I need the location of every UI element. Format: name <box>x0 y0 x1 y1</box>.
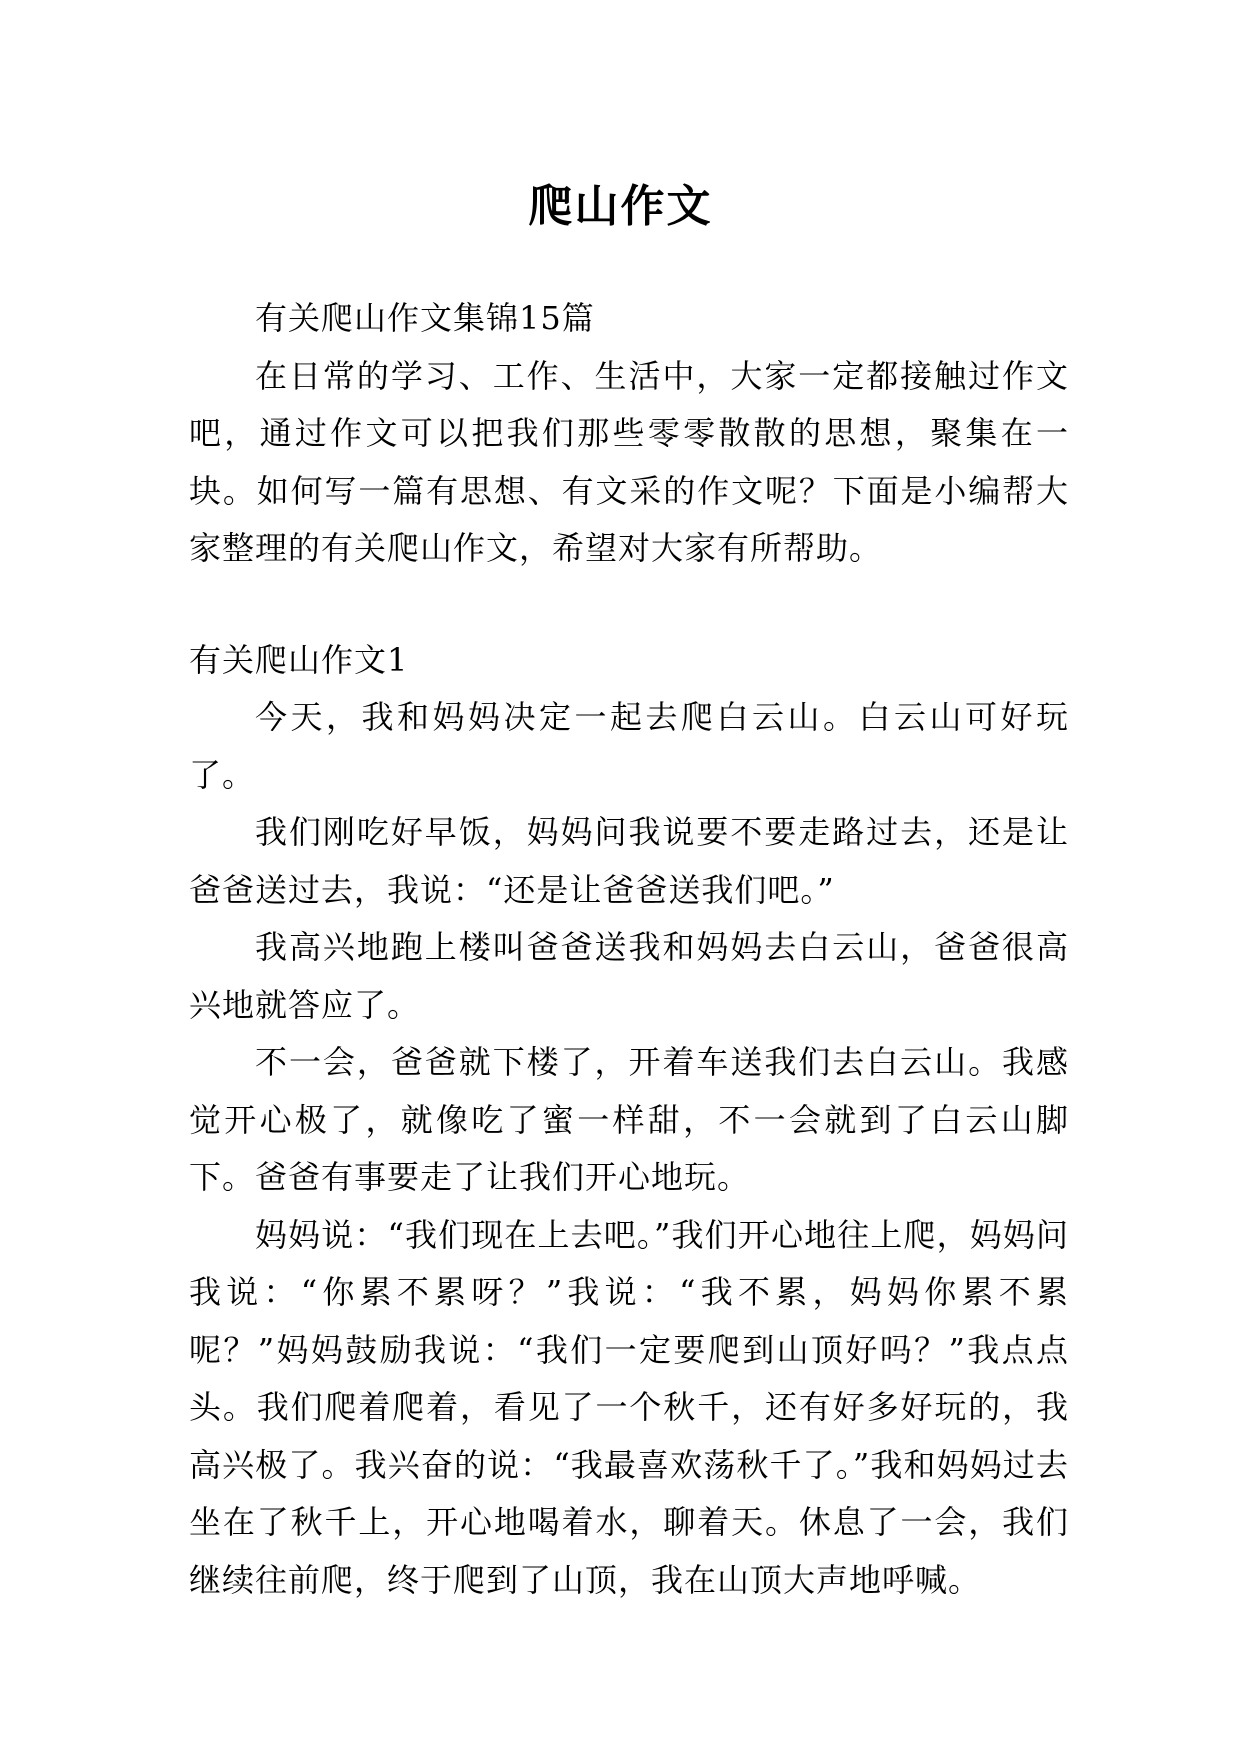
document-body <box>189 290 1069 1609</box>
body-paragraph: 不一会，爸爸就下楼了，开着车送我们去白云山。我感觉开心极了，就像吃了蜜一样甜，不一会就到了白云山脚下。爸爸有事要走了让我们开心地玩。 <box>189 1043 1069 1196</box>
collection-subtitle: 有关爬山作文集锦15篇 <box>255 299 595 337</box>
intro-paragraph: 在日常的学习、工作、生活中，大家一定都接触过作文吧，通过作文可以把我们那些零零散散的思想，聚集在一块。如何写一篇有思想、有文采的作文呢？下面是小编帮大家整理的有关爬山作文，希望对大家有所帮助。 <box>189 356 1069 567</box>
body-paragraph: 妈妈说：“我们现在上去吧。”我们开心地往上爬，妈妈问我说：“你累不累呀？”我说：“我不累，妈妈你累不累呢？”妈妈鼓励我说：“我们一定要爬到山顶好吗？”我点点头。我们爬着爬着，看见了一个秋千，还有好多好玩的，我高兴极了。我兴奋的说：“我最喜欢荡秋千了。”我和妈妈过去坐在了秋千上，开心地喝着水，聊着天。休息了一会，我们继续往前爬，终于爬到了山顶，我在山顶大声地呼喊。 <box>189 1215 1069 1599</box>
body-paragraph: 我们刚吃好早饭，妈妈问我说要不要走路过去，还是让爸爸送过去，我说：“还是让爸爸送我们吧。” <box>189 813 1069 909</box>
section-heading: 有关爬山作文1 <box>189 640 409 679</box>
body-paragraph: 我高兴地跑上楼叫爸爸送我和妈妈去白云山，爸爸很高兴地就答应了。 <box>189 928 1069 1024</box>
body-paragraph: 今天，我和妈妈决定一起去爬白云山。白云山可好玩了。 <box>189 698 1069 794</box>
page-title: 爬山作文 <box>528 181 713 233</box>
